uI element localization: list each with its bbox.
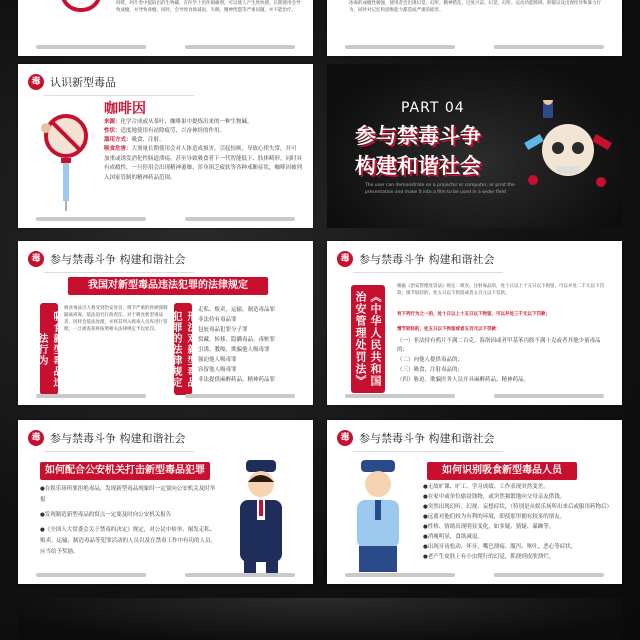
crime-list [198, 305, 306, 385]
part-label: PART 04 [401, 100, 465, 116]
identify-banner: 如何识别吸食新型毒品人员 [427, 462, 577, 480]
law-paragraph: 根据《治安管理处罚法》规定：吸食、注射毒品的，处十日以上十五日以下拘留，可以并处二千元以下罚款；情节较轻的，处五日以下拘留或者五百元以下罚款。 [397, 284, 604, 296]
list-item: ●消瘦明显，食欲减退。 [423, 534, 483, 540]
list-item: ●突然出现幻听、幻视、妄想症状，（特别是从娱乐场所出来后或服用药物后） [423, 504, 613, 510]
syringe-decor-left [345, 573, 455, 577]
syringe-decor-left [36, 573, 146, 577]
syringe-decor-left [36, 45, 146, 49]
law-items [397, 337, 609, 385]
section-subtitle: The user can demonstrate on a projector or computer, or print the presentation and make it into a film to be used in a wider field [365, 183, 515, 195]
slide-header [28, 251, 186, 267]
syringe-decor-left [345, 394, 455, 398]
slide-4[interactable] [327, 64, 622, 228]
section-title-1: 参与禁毒斗争 [355, 124, 481, 148]
header-rule [44, 272, 194, 273]
syringe-decor-left [345, 45, 455, 49]
law-red-line-1: 有下列行为之一的，处十日以上十五日以下拘留，可以并处三千元以下罚款； [397, 312, 550, 317]
vertical-label-left: 吸食新型毒品违法行为 [40, 303, 58, 395]
skull-illustration-icon [523, 100, 613, 200]
slide-6[interactable] [327, 241, 622, 405]
vertical-label-mid: 刑法对新型毒品犯罪的法律规定 [174, 303, 192, 395]
drug-name: 咖啡因 [104, 101, 146, 117]
list-item: 非法提供麻醉药品、精神药品罪 [198, 377, 276, 383]
list-item: ●性格、情绪出现明显变化，如多疑、猜疑、暴躁等。 [423, 524, 555, 530]
slide-8[interactable] [327, 420, 622, 584]
list-item: 非法持有毒品罪 [198, 317, 237, 323]
slide-1-body: 吗啡，阿片类中提取出的生物碱，在医学上用作镇痛剂，可以使人产生欣快感，长期使用会导致成瘾，并导致毒瘾，同时，会导致食欲减退、失眠、精神恍惚等严重问题，并不能治疗。 [116, 1, 301, 13]
law-title-vertical: 《中华人民共和国治安管理处罚法》 [351, 285, 385, 393]
info-row: 性状：适度地使用有祛除疲劳、兴奋神经的作用。 [104, 128, 226, 134]
header-title: 参与禁毒斗争 构建和谐社会 [359, 432, 495, 445]
syringe-decor-right [185, 573, 295, 577]
syringe-decor-left [36, 217, 146, 221]
identify-list [423, 482, 613, 562]
slide-header [337, 430, 495, 446]
slide-header [337, 251, 495, 267]
header-rule [44, 95, 194, 96]
drug-badge-icon: 毒 [28, 251, 44, 267]
info-row: 滥用方式：吸食、注射。 [104, 137, 165, 143]
list-item: 包庇毒品犯罪分子罪 [198, 327, 248, 333]
coffee-illustration-icon [36, 106, 98, 216]
legal-banner: 我国对新型毒品违法犯罪的法律规定 [68, 277, 268, 295]
header-title: 参与禁毒斗争 构建和谐社会 [359, 253, 495, 266]
syringe-decor-right [494, 394, 604, 398]
syringe-decor-right [494, 45, 604, 49]
slide-9[interactable] [18, 598, 622, 640]
law-red-line-2: 情节较轻的，处五日以下拘留或者五百元以下罚款： [397, 327, 501, 332]
list-item: 容留他人吸毒罪 [198, 367, 237, 373]
drug-badge-icon: 毒 [337, 251, 353, 267]
policeman-illustration-icon [349, 460, 409, 576]
list-item: ●在家中或单位偷窃钱物，或突然频繁地向父母亲友借钱。 [423, 494, 566, 500]
header-rule [44, 451, 194, 452]
list-item: ●在娱乐场所要拒绝毒品，发现新型毒品现象时一定要向公安机关及时举报 [40, 486, 216, 503]
drug-badge-icon: 毒 [28, 74, 44, 90]
slide-header [28, 74, 116, 90]
list-item: ●无故旷课、旷工、学习成绩、工作表现突然变差。 [423, 484, 549, 490]
list-item: （二）向他人提供毒品的； [397, 357, 464, 363]
list-item: 引诱、教唆、欺骗他人吸毒罪 [198, 347, 270, 353]
list-item: ●远离对他们较为有利的环境，即使那里拥有较多的朋友。 [423, 514, 566, 520]
slide-header [28, 430, 186, 446]
list-item: 走私、贩卖、运输、制造毒品罪 [198, 307, 276, 313]
list-item: （三）吸食、注射毒品的； [397, 367, 464, 373]
slide-5[interactable] [18, 241, 313, 405]
list-item: 窝藏、转移、隐瞒毒品、毒赃罪 [198, 337, 276, 343]
police-woman-illustration-icon [226, 460, 296, 580]
header-title: 参与禁毒斗争 构建和谐社会 [50, 432, 186, 445]
list-item: 强迫他人吸毒罪 [198, 357, 237, 363]
section-title-2: 构建和谐社会 [355, 154, 481, 178]
drug-badge-icon: 毒 [337, 430, 353, 446]
no-drug-icon [60, 0, 102, 12]
slide-3[interactable] [18, 64, 313, 228]
header-title: 认识新型毒品 [50, 76, 116, 89]
info-row: 吸食危害：大剂量长期使用会对人体造成损害，引起惊厥、导致心律失常，并可加重或诱发消化性肠道溃疡，甚至导致吸食者下一代智能低下、肢体畸形，同时具有成瘾性，一旦停用会出现精神萎靡、浑身困乏疲软等各种戒断症状，咖啡因被列入国家管制的精神药品范围。 [104, 146, 303, 181]
header-rule [353, 272, 503, 273]
cooperate-banner: 如何配合公安机关打击新型毒品犯罪 [40, 462, 210, 480]
drug-badge-icon: 毒 [28, 430, 44, 446]
info-row: 来源：化学合成或从茶叶、咖啡果中提炼出来的一种生物碱。 [104, 119, 253, 125]
syringe-decor-right [185, 45, 295, 49]
list-item: （一）非法持有鸦片不满二百克、海洛因或者甲基苯丙胺不满十克或者其他少量毒品的； [397, 338, 601, 353]
syringe-decor-left [36, 394, 146, 398]
slide-7[interactable] [18, 420, 313, 584]
list-item: ●《全国人大常委会关于禁毒的决定》规定，对公民中检举、揭发走私、贩卖、运输、制造毒品等犯罪活动的人员以及在禁毒工作中有功的人员，应当给予奖励。 [40, 527, 217, 555]
list-item: ●老产生皮肤上有小虫爬行的幻觉，抓挠到皮肤溃烂。 [423, 554, 555, 560]
list-item: ●发现制造新型毒品的窝点一定要及时向公安机关报告 [40, 512, 172, 518]
slide-1[interactable] [18, 0, 313, 56]
header-rule [353, 451, 503, 452]
header-title: 参与禁毒斗争 构建和谐社会 [50, 253, 186, 266]
syringe-decor-right [185, 217, 295, 221]
left-paragraph: 吸食毒品引人将受到治安处罚，情节严重的将被强制隔离戒毒，依法追究行政责任。对于吸食新型毒品者，同样会依法处理，并将其列入吸毒人员库进行管理，一旦被查获将按照相关法律规定予以处罚。 [64, 306, 168, 332]
slide-2-body: 冰毒的成瘾性极强，使用者会出现幻觉、幻听、精神错乱，过度兴奋、幻觉、幻听、运动功能障碍、抑郁以及出现怪异和暴力行为，同时对记忆和思维能力都造成严重的损害。 [349, 1, 601, 13]
list-item: （四）胁迫、欺骗医务人员开具麻醉药品、精神药品。 [397, 377, 530, 383]
cooperate-list [40, 484, 216, 558]
slide-2[interactable] [327, 0, 622, 56]
syringe-decor-right [185, 394, 295, 398]
syringe-decor-right [494, 573, 604, 577]
drug-info [104, 118, 302, 183]
list-item: ●出现牙齿松动、坏牙、嘴巴溃疡、腹泻、呕吐、恶心等症状。 [423, 544, 577, 550]
